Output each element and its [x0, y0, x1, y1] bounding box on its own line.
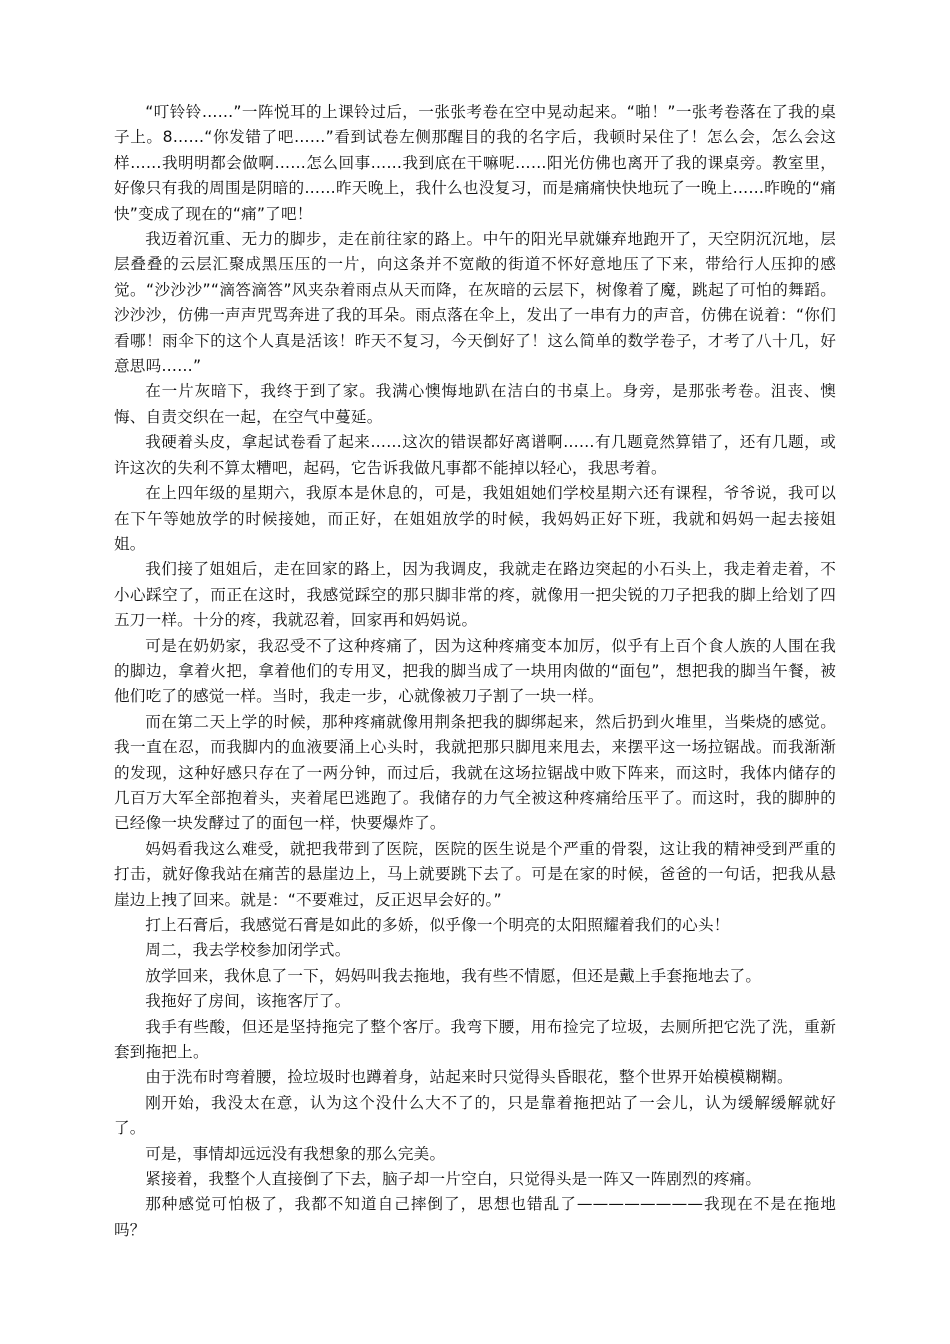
paragraph-4: 我硬着头皮，拿起试卷看了起来……这次的错误都好离谱啊……有几题竟然算错了，还有几题，或许这次的失利不算太糟吧，起码，它告诉我做凡事都不能掉以轻心，我思考着。	[114, 433, 836, 477]
paragraph-8: 而在第二天上学的时候，那种疼痛就像用荆条把我的脚绑起来，然后扔到火堆里，当柴烧的感觉。我一直在忍，而我脚内的血液要涌上心头时，我就把那只脚甩来甩去，来摆平这一场拉锯战。而我渐渐的发现，这种好感只存在了一两分钟，而过后，我就在这场拉锯战中败下阵来，而这时，我体内储存的几百万大军全部抱着头，夹着尾巴逃跑了。我储存的力气全被这种疼痛给压平了。而这时，我的脚肿的已经像一块发酵过了的面包一样，快要爆炸了。	[114, 712, 836, 833]
paragraph-1: “叮铃铃……”一阵悦耳的上课铃过后，一张张考卷在空中晃动起来。“啪！”一张考卷落在了我的桌子上。8……“你发错了吧……”看到试卷左侧那醒目的我的名字后，我顿时呆住了！怎么会，怎么会这样……我明明都会做啊……怎么回事……我到底在干嘛呢……阳光仿佛也离开了我的课桌旁。教室里，好像只有我的周围是阴暗的……昨天晚上，我什么也没复习，而是痛痛快快地玩了一晚上……昨晚的“痛快”变成了现在的“痛”了吧！	[114, 103, 836, 223]
paragraph-15: 由于洗布时弯着腰，捡垃圾时也蹲着身，站起来时只觉得头昏眼花，整个世界开始模模糊糊。	[145, 1068, 793, 1087]
paragraph-19: 那种感觉可怕极了，我都不知道自己摔倒了，思想也错乱了————————我现在不是在拖地吗？	[114, 1195, 836, 1239]
paragraph-9: 妈妈看我这么难受，就把我带到了医院，医院的医生说是个严重的骨裂，这让我的精神受到严重的打击，就好像我站在痛苦的悬崖边上，马上就要跳下去了。可是在家的时候，爸爸的一句话，把我从悬崖边上拽了回来。就是：“不要难过，反正迟早会好的。”	[114, 839, 836, 909]
paragraph-17: 可是，事情却远远没有我想象的那么完美。	[145, 1144, 446, 1163]
paragraph-18: 紧接着，我整个人直接倒了下去，脑子却一片空白，只觉得头是一阵又一阵剧烈的疼痛。	[145, 1170, 762, 1189]
paragraph-12: 放学回来，我休息了一下，妈妈叫我去拖地，我有些不情愿，但还是戴上手套拖地去了。	[145, 966, 762, 985]
paragraph-3: 在一片灰暗下，我终于到了家。我满心懊悔地趴在洁白的书桌上。身旁，是那张考卷。沮丧、懊悔、自责交织在一起，在空气中蔓延。	[114, 382, 836, 426]
paragraph-6: 我们接了姐姐后，走在回家的路上，因为我调皮，我就走在路边突起的小石头上，我走着走着，不小心踩空了，而正在这时，我感觉踩空的那只脚非常的疼，就像用一把尖锐的刀子把我的脚上给划了四五刀一样。十分的疼，我就忍着，回家再和妈妈说。	[114, 560, 836, 630]
paragraph-5: 在上四年级的星期六，我原本是休息的，可是，我姐姐她们学校星期六还有课程，爷爷说，我可以在下午等她放学的时候接她，而正好，在姐姐放学的时候，我妈妈正好下班，我就和妈妈一起去接姐姐。	[114, 484, 836, 553]
paragraph-11: 周二，我去学校参加闭学式。	[145, 941, 351, 960]
document-page	[114, 100, 836, 1243]
paragraph-14: 我手有些酸，但还是坚持拖完了整个客厅。我弯下腰，用布捡完了垃圾，去厕所把它洗了洗，重新套到拖把上。	[114, 1017, 836, 1062]
paragraph-13: 我拖好了房间，该拖客厅了。	[145, 992, 351, 1011]
paragraph-2: 我迈着沉重、无力的脚步，走在前往家的路上。中午的阳光早就嫌弃地跑开了，天空阴沉沉地，层层叠叠的云层汇聚成黑压压的一片，向这条并不宽敞的街道不怀好意地压了下来，带给行人压抑的感觉。“沙沙沙”“滴答滴答”风夹杂着雨点从天而降，在灰暗的云层下，树像着了魔，跳起了可怕的舞蹈。沙沙沙，仿佛一声声咒骂奔进了我的耳朵。雨点落在伞上，发出了一串有力的声音，仿佛在说着：“你们看哪！雨伞下的这个人真是活该！昨天不复习，今天倒好了！这么简单的数学卷子，才考了八十几，好意思吗……”	[114, 230, 836, 376]
paragraph-10: 打上石膏后，我感觉石膏是如此的多娇，似乎像一个明亮的太阳照耀着我们的心头！	[145, 916, 730, 934]
paragraph-7: 可是在奶奶家，我忍受不了这种疼痛了，因为这种疼痛变本加厉，似乎有上百个食人族的人围在我的脚边，拿着火把，拿着他们的专用叉，把我的脚当成了一块用肉做的“面包”，想把我的脚当午餐，被他们吃了的感觉一样。当时，我走一步，心就像被刀子割了一块一样。	[114, 636, 836, 706]
paragraph-16: 刚开始，我没太在意，认为这个没什么大不了的，只是靠着拖把站了一会儿，认为缓解缓解就好了。	[114, 1093, 836, 1138]
